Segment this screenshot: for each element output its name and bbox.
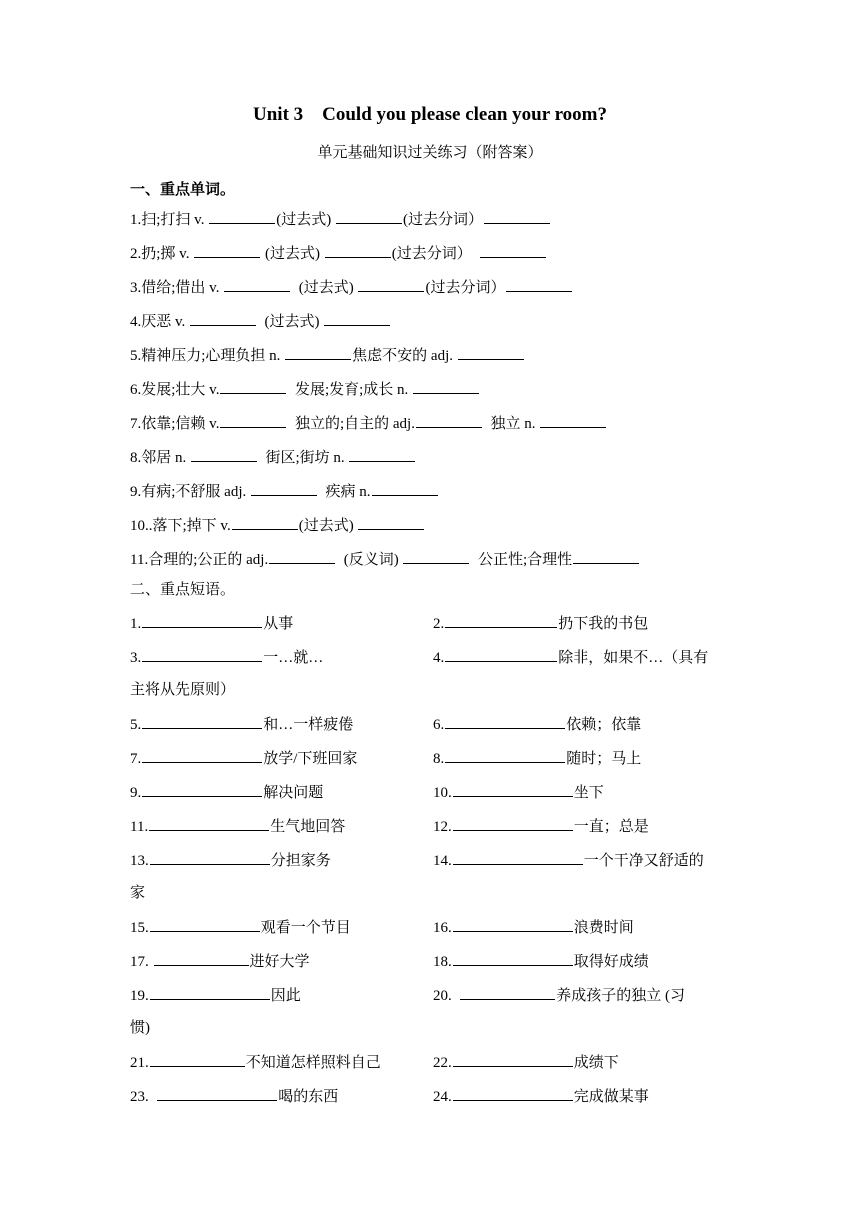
answer-blank[interactable]	[224, 276, 290, 292]
phrase-item	[130, 950, 310, 972]
item-number: 12.	[433, 819, 452, 835]
answer-blank[interactable]	[150, 916, 260, 932]
item-number: 2.	[433, 616, 445, 632]
item-number: 8.	[130, 450, 142, 466]
item-text: 精神压力;心理负担 n.	[141, 348, 285, 364]
answer-blank[interactable]	[453, 1051, 573, 1067]
item-text: 取得好成绩	[573, 954, 649, 970]
answer-blank[interactable]	[480, 242, 546, 258]
phrase-item	[130, 1085, 338, 1107]
phrase-item	[433, 713, 641, 735]
item-number: 11.	[130, 819, 149, 835]
phrase-item	[433, 815, 649, 837]
vocab-item	[130, 480, 439, 502]
item-number: 7.	[130, 751, 142, 767]
item-text: 家	[130, 885, 146, 901]
phrase-item	[433, 747, 641, 769]
answer-blank[interactable]	[445, 612, 557, 628]
item-number: 9.	[130, 785, 142, 801]
answer-blank[interactable]	[540, 412, 606, 428]
item-number: 6.	[433, 717, 445, 733]
answer-blank[interactable]	[142, 646, 262, 662]
phrase-item	[433, 849, 704, 871]
item-number: 14.	[433, 853, 452, 869]
item-number: 2.	[130, 246, 142, 262]
answer-blank[interactable]	[190, 310, 256, 326]
answer-blank[interactable]	[269, 548, 335, 564]
item-number: 13.	[130, 853, 149, 869]
item-text: 解决问题	[263, 785, 324, 801]
item-text: (过去式)	[261, 246, 324, 262]
phrase-item	[130, 916, 351, 938]
item-text: 扔;掷 v.	[141, 246, 194, 262]
item-text: (过去式)	[257, 314, 324, 330]
item-text: (过去分词）	[391, 246, 480, 262]
item-text: 成绩下	[573, 1055, 619, 1071]
item-text: 扔下我的书包	[558, 616, 649, 632]
phrase-item	[130, 747, 357, 769]
answer-blank[interactable]	[453, 916, 573, 932]
phrase-item	[130, 1051, 381, 1073]
item-number: 4.	[433, 650, 445, 666]
answer-blank[interactable]	[453, 849, 583, 865]
item-text: 独立 n.	[482, 416, 540, 432]
phrase-item	[433, 646, 708, 668]
item-text: 分担家务	[270, 853, 331, 869]
answer-blank[interactable]	[573, 548, 639, 564]
item-text: 邻居 n.	[141, 450, 191, 466]
item-number: 5.	[130, 348, 142, 364]
phrase-item	[130, 646, 323, 668]
answer-blank[interactable]	[484, 208, 550, 224]
phrase-item	[433, 984, 685, 1006]
item-number: 16.	[433, 920, 452, 936]
answer-blank[interactable]	[142, 612, 262, 628]
answer-blank[interactable]	[453, 950, 573, 966]
item-text: 疾病 n.	[318, 484, 371, 500]
phrase-continuation	[130, 882, 145, 904]
item-text: 惯)	[130, 1020, 150, 1036]
phrase-item	[433, 612, 648, 634]
item-number: 17.	[130, 954, 153, 970]
item-text: 因此	[270, 988, 301, 1004]
item-number: 8.	[433, 751, 445, 767]
item-text: 放学/下班回家	[263, 751, 358, 767]
vocab-item	[130, 276, 573, 298]
phrase-item	[433, 1085, 649, 1107]
item-text: 观看一个节目	[260, 920, 351, 936]
item-text: 借给;借出 v.	[141, 280, 224, 296]
item-text: 喝的东西	[278, 1089, 339, 1105]
item-number: 1.	[130, 212, 142, 228]
phrase-item	[130, 815, 345, 837]
item-text: 浪费时间	[573, 920, 634, 936]
vocab-item	[130, 514, 425, 536]
item-text: .落下;掉下 v.	[148, 518, 231, 534]
answer-blank[interactable]	[142, 713, 262, 729]
item-text: (过去分词）	[402, 212, 483, 228]
page-title: Unit 3 Could you please clean your room?	[253, 104, 607, 125]
answer-blank[interactable]	[506, 276, 572, 292]
item-text: 依靠;信赖 v.	[141, 416, 220, 432]
phrase-item	[433, 1051, 619, 1073]
phrase-item	[433, 950, 649, 972]
item-number: 15.	[130, 920, 149, 936]
item-text: 一个干净又舒适的	[583, 853, 704, 869]
vocab-item	[130, 344, 525, 366]
phrase-item	[130, 612, 293, 634]
item-number: 22.	[433, 1055, 452, 1071]
answer-blank[interactable]	[349, 446, 415, 462]
answer-blank[interactable]	[358, 276, 424, 292]
item-text: 不知道怎样照料自己	[245, 1055, 381, 1071]
item-number: 3.	[130, 650, 142, 666]
answer-blank[interactable]	[336, 208, 402, 224]
item-text: (过去式)	[276, 212, 335, 228]
item-text: 除非，如果不…（具有	[558, 650, 709, 666]
item-text: 进好大学	[249, 954, 310, 970]
item-number: 5.	[130, 717, 142, 733]
item-text: 一…就…	[263, 650, 324, 666]
phrase-item	[130, 713, 353, 735]
answer-blank[interactable]	[372, 480, 438, 496]
phrase-item	[433, 916, 634, 938]
item-text: 一直；总是	[573, 819, 649, 835]
item-text: 有病;不舒服 adj.	[141, 484, 250, 500]
answer-blank[interactable]	[325, 242, 391, 258]
answer-blank[interactable]	[285, 344, 351, 360]
item-number: 19.	[130, 988, 149, 1004]
answer-blank[interactable]	[194, 242, 260, 258]
answer-blank[interactable]	[150, 1051, 245, 1067]
item-text: 从事	[263, 616, 294, 632]
answer-blank[interactable]	[251, 480, 317, 496]
item-text: 扫;打扫 v.	[141, 212, 209, 228]
item-text: 街区;街坊 n.	[258, 450, 349, 466]
item-number: 9.	[130, 484, 142, 500]
item-text: (过去式)	[298, 518, 358, 534]
vocab-item	[130, 242, 547, 264]
item-number: 7.	[130, 416, 142, 432]
item-number: 4.	[130, 314, 142, 330]
answer-blank[interactable]	[453, 781, 573, 797]
vocab-item	[130, 548, 640, 570]
answer-blank[interactable]	[413, 378, 479, 394]
item-text: 坐下	[573, 785, 604, 801]
answer-blank[interactable]	[149, 815, 269, 831]
answer-blank[interactable]	[445, 747, 565, 763]
item-text: 发展;壮大 v.	[141, 382, 220, 398]
item-text: 生气地回答	[270, 819, 346, 835]
item-text: (过去分词）	[425, 280, 506, 296]
item-text: 随时；马上	[566, 751, 642, 767]
answer-blank[interactable]	[453, 815, 573, 831]
item-text: (反义词)	[336, 552, 403, 568]
answer-blank[interactable]	[150, 984, 270, 1000]
answer-blank[interactable]	[453, 1085, 573, 1101]
answer-blank[interactable]	[220, 378, 286, 394]
answer-blank[interactable]	[445, 713, 565, 729]
item-text: 和…一样疲倦	[263, 717, 354, 733]
phrase-item	[130, 781, 323, 803]
answer-blank[interactable]	[142, 747, 262, 763]
item-text: 依赖；依靠	[566, 717, 642, 733]
answer-blank[interactable]	[324, 310, 390, 326]
answer-blank[interactable]	[209, 208, 275, 224]
item-number: 18.	[433, 954, 452, 970]
answer-blank[interactable]	[232, 514, 298, 530]
section-vocabulary-heading: 一、重点单词。	[130, 182, 236, 198]
item-number: 10.	[433, 785, 452, 801]
answer-blank[interactable]	[358, 514, 424, 530]
answer-blank[interactable]	[191, 446, 257, 462]
phrase-item	[130, 984, 301, 1006]
item-text: 公正性;合理性	[470, 552, 573, 568]
answer-blank[interactable]	[220, 412, 286, 428]
item-text: 养成孩子的独立 (习	[556, 988, 685, 1004]
item-text: 独立的;自主的 adj.	[287, 416, 415, 432]
page-subtitle: 单元基础知识过关练习（附答案）	[317, 145, 543, 161]
item-text: 发展;发育;成长 n.	[287, 382, 413, 398]
vocab-item	[130, 310, 391, 332]
answer-blank[interactable]	[416, 412, 482, 428]
answer-blank[interactable]	[403, 548, 469, 564]
item-text: 焦虑不安的 adj.	[352, 348, 457, 364]
answer-blank[interactable]	[445, 646, 557, 662]
answer-blank[interactable]	[142, 781, 262, 797]
item-number: 6.	[130, 382, 142, 398]
item-text: 厌恶 v.	[141, 314, 190, 330]
answer-blank[interactable]	[150, 849, 270, 865]
item-number: 20.	[433, 988, 460, 1004]
vocab-item	[130, 208, 551, 230]
answer-blank[interactable]	[157, 1085, 277, 1101]
answer-blank[interactable]	[458, 344, 524, 360]
vocab-item	[130, 378, 480, 400]
item-number: 1.	[130, 616, 142, 632]
phrase-continuation	[130, 1017, 150, 1039]
item-number: 3.	[130, 280, 142, 296]
item-text: 完成做某事	[573, 1089, 649, 1105]
item-number: 10.	[130, 518, 149, 534]
item-number: 21.	[130, 1055, 149, 1071]
item-number: 24.	[433, 1089, 452, 1105]
item-text: (过去式)	[291, 280, 358, 296]
answer-blank[interactable]	[460, 984, 555, 1000]
item-text: 主将从先原则）	[130, 682, 236, 698]
answer-blank[interactable]	[154, 950, 249, 966]
section-phrases-heading: 二、重点短语。	[130, 582, 236, 598]
vocab-item	[130, 412, 607, 434]
phrase-continuation	[130, 679, 235, 701]
phrase-item	[433, 781, 604, 803]
vocab-item	[130, 446, 416, 468]
item-number: 11.	[130, 552, 149, 568]
item-number: 23.	[130, 1089, 157, 1105]
item-text: 合理的;公正的 adj.	[148, 552, 269, 568]
phrase-item	[130, 849, 331, 871]
